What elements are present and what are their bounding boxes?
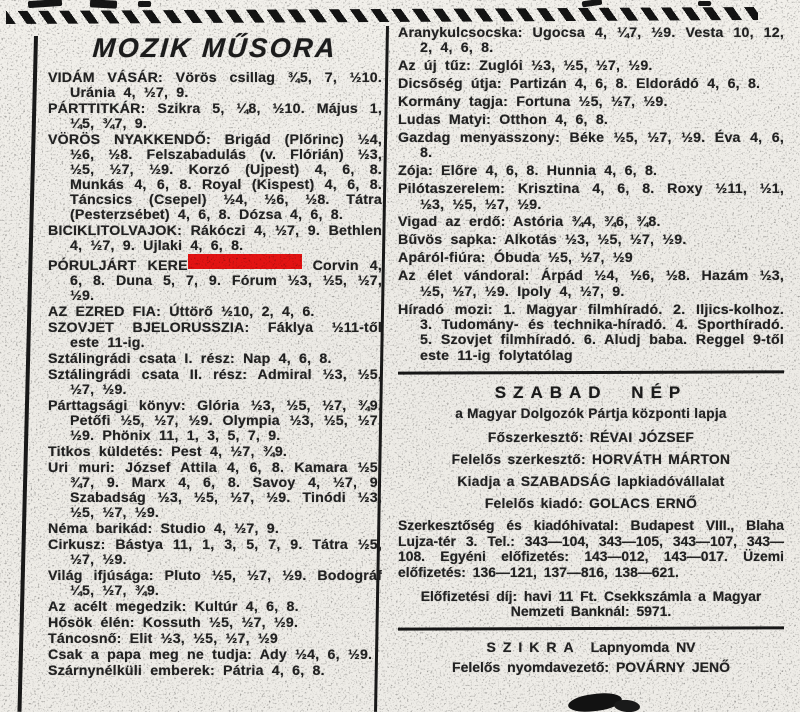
scan-artifact	[28, 0, 62, 8]
programme-entry: Az élet vándoral: Árpád ½4, ½6, ½8. Hazám ½3, ½5, ½7, ½9. Ipoly 4, ½7, 9.	[398, 268, 784, 300]
programme-entry: Vigad az erdő: Astória ¾4, ¾6, ¾8.	[398, 214, 661, 231]
ink-smudge	[614, 699, 641, 712]
red-marker-highlight	[188, 254, 302, 269]
printer-brand-rest: Lapnyomda NV	[590, 638, 696, 655]
imprint-editor-line: Felelős szerkesztő: HORVÁTH MÁRTON	[451, 452, 731, 468]
imprint-publisher-line: Felelős kiadó: GOLACS ERNŐ	[484, 496, 698, 512]
programme-entry: Az acélt megedzik: Kultúr 4, 6, 8.	[48, 599, 299, 615]
printer-brand: SZIKRA	[486, 638, 581, 655]
programme-entry: Apáról-fiúra: Óbuda ½5, ½7, ½9	[398, 250, 633, 267]
page-title: MOZIK MŰSORA	[91, 33, 339, 63]
section-divider-rule	[398, 626, 784, 630]
programme-entry: Párttagsági könyv: Glória ½3, ½5, ½7, ¾9. Petőfi ½5, ½7, ½9. Olympia ½3, ½5, ½7, ½9. Phönix 11, 1, 3, 5, 7, 9.	[48, 398, 382, 444]
programme-entry: Ludas Matyi: Otthon 4, 6, 8.	[398, 112, 609, 129]
programme-entry-text: Corvin 4, 6, 8. Duna 5, 7, 9. Fórum ½3, ½5, ½7, ½9.	[70, 258, 382, 304]
programme-entry-list	[398, 26, 784, 364]
printer-block	[398, 639, 784, 675]
left-column-rule	[17, 36, 38, 712]
programme-entry: SZOVJET BJELORUSSZIA: Fáklya ½11-től este 11-ig.	[48, 320, 382, 351]
programme-entry: Táncosnő: Elit ½3, ½5, ½7, ½9	[48, 631, 279, 647]
printer-manager-line: Felelős nyomdavezető: POVÁRNY JENŐ	[452, 658, 730, 675]
imprint-subscription: Előfizetési díj: havi 11 Ft. Csekkszámla a Magyar Nemzeti Banknál: 5971.	[420, 587, 762, 620]
programme-entry: AZ EZRED FIA: Úttörő ½10, 2, 4, 6.	[48, 304, 315, 320]
scan-artifact	[698, 1, 711, 6]
newspaper-subtitle: a Magyar Dolgozók Pártja központi lapja	[455, 406, 727, 422]
programme-entry: VÖRÖS NYAKKENDŐ: Brigád (Plőrinc) ½4, ½6, ½8. Felszabadulás (v. Flórián) ½3, ½5, ½7, ½9. Korzó (Ujpest) 4, 6, 8. Munkás 4, 6, 8. Royal (Kispest) 4, 6, 8. Táncsics (Csepel) ½4, ½6, ½8. Tátra (Pesterzsébet) 4, 6, 8. Dózsa 4, 6, 8.	[48, 132, 382, 223]
programme-entry: Gazdag menyasszony: Béke ½5, ½7, ½9. Éva 4, 6, 8.	[398, 129, 784, 162]
imprint-editor-line: Főszerkesztő: RÉVAI JÓZSEF	[487, 430, 695, 446]
imprint-block	[398, 383, 784, 620]
imprint-address: Szerkesztőség és kiadóhivatal: Budapest VIII., Blaha Lujza-tér 3. Tel.: 343—104, 343—105, 343—107, 343—108. Egyéni előfizetés: 143—012, 143—017. Üzemi előfizetés: 136—121, 137—816, 138—621.	[398, 517, 784, 580]
programme-entry: Aranykulcsocska: Ugocsa 4, ¼7, ½9. Vesta 10, 12, 2, 4, 6, 8.	[398, 25, 784, 57]
cinema-programme-column	[48, 33, 382, 680]
programme-entry: Pilótaszerelem: Krisztina 4, 6, 8. Roxy ½11, ½1, ½3, ½5, ½7, ½9.	[398, 181, 784, 213]
programme-entry: VIDÁM VÁSÁR: Vörös csillag ¾5, 7, ½10. Uránia 4, ½7, 9.	[48, 70, 382, 101]
decorative-hatched-border	[6, 7, 758, 24]
programme-entry: Titkos küldetés: Pest 4, ½7, ¾9.	[48, 444, 288, 460]
programme-entry: Sztálingrádi csata I. rész: Nap 4, 6, 8.	[48, 351, 332, 367]
programme-entry: Bűvös sapka: Alkotás ½3, ½5, ½7, ½9.	[398, 232, 687, 249]
programme-entry: Dicsőség útja: Partizán 4, 6, 8. Eldorádó 4, 6, 8.	[398, 76, 761, 93]
programme-entry: BICIKLITOLVAJOK: Rákóczi 4, ½7, 9. Bethlen 4, ½7, 9. Ujlaki 4, 6, 8.	[48, 223, 382, 254]
programme-entry: Sztálingrádi csata II. rész: Admiral ½3, ½5, ½7, ½9.	[48, 367, 382, 398]
programme-entry	[48, 255, 382, 304]
programme-entry-text: PÓRULJÁRT KERE	[48, 258, 188, 274]
programme-entry: Híradó mozi: 1. Magyar filmhíradó. 2. Iljics-kolhoz. 3. Tudomány- és technika-híradó. 4. Sporthíradó. 5. Szovjet filmhíradó. 6. Aludj baba. Reggel 9-től este 11-ig folytatólag	[398, 301, 784, 364]
programme-entry-list	[48, 71, 382, 679]
imprint-publisher-line: Kiadja a SZABADSÁG lapkiadóvállalat	[457, 474, 725, 490]
programme-entry: Hősök élén: Kossuth ½5, ½7, ½9.	[48, 615, 299, 631]
programme-entry: PÁRTTITKÁR: Szikra 5, ¼8, ½10. Május 1, ¼5, ¾7, 9.	[48, 101, 382, 132]
programme-entry: Világ ifjúsága: Pluto ½5, ½7, ½9. Bodográf ¼5, ½7, ¾9.	[48, 568, 382, 599]
scan-artifact	[138, 1, 151, 7]
programme-entry: Csak a papa meg ne tudja: Ady ½4, 6, ½9.	[48, 647, 373, 663]
newspaper-name: SZABAD NÉP	[494, 383, 688, 403]
programme-entry: Uri muri: József Attila 4, 6, 8. Kamara ½5, ¾7, 9. Marx 4, 6, 8. Savoy 4, ½7, 9. Szabadság ½3, ½5, ½7, ½9. Tinódi ½3, ½5, ½7, ½9.	[48, 460, 382, 521]
programme-entry: Cirkusz: Bástya 11, 1, 3, 5, 7, 9. Tátra ½5, ½7, ½9.	[48, 537, 382, 568]
scan-artifact	[90, 0, 117, 9]
programme-entry: Az új tűz: Zuglói ½3, ½5, ½7, ½9.	[398, 58, 653, 75]
programme-entry: Szárnynélküli emberek: Pátria 4, 6, 8.	[48, 663, 325, 679]
right-column	[398, 26, 784, 679]
section-divider-rule	[398, 370, 784, 374]
programme-entry: Kormány tagja: Fortuna ½5, ½7, ½9.	[398, 94, 668, 111]
programme-entry: Zója: Előre 4, 6, 8. Hunnia 4, 6, 8.	[398, 163, 658, 180]
printer-name	[398, 639, 784, 655]
programme-entry: Néma barikád: Studio 4, ½7, 9.	[48, 521, 279, 537]
scan-artifact	[582, 0, 603, 7]
